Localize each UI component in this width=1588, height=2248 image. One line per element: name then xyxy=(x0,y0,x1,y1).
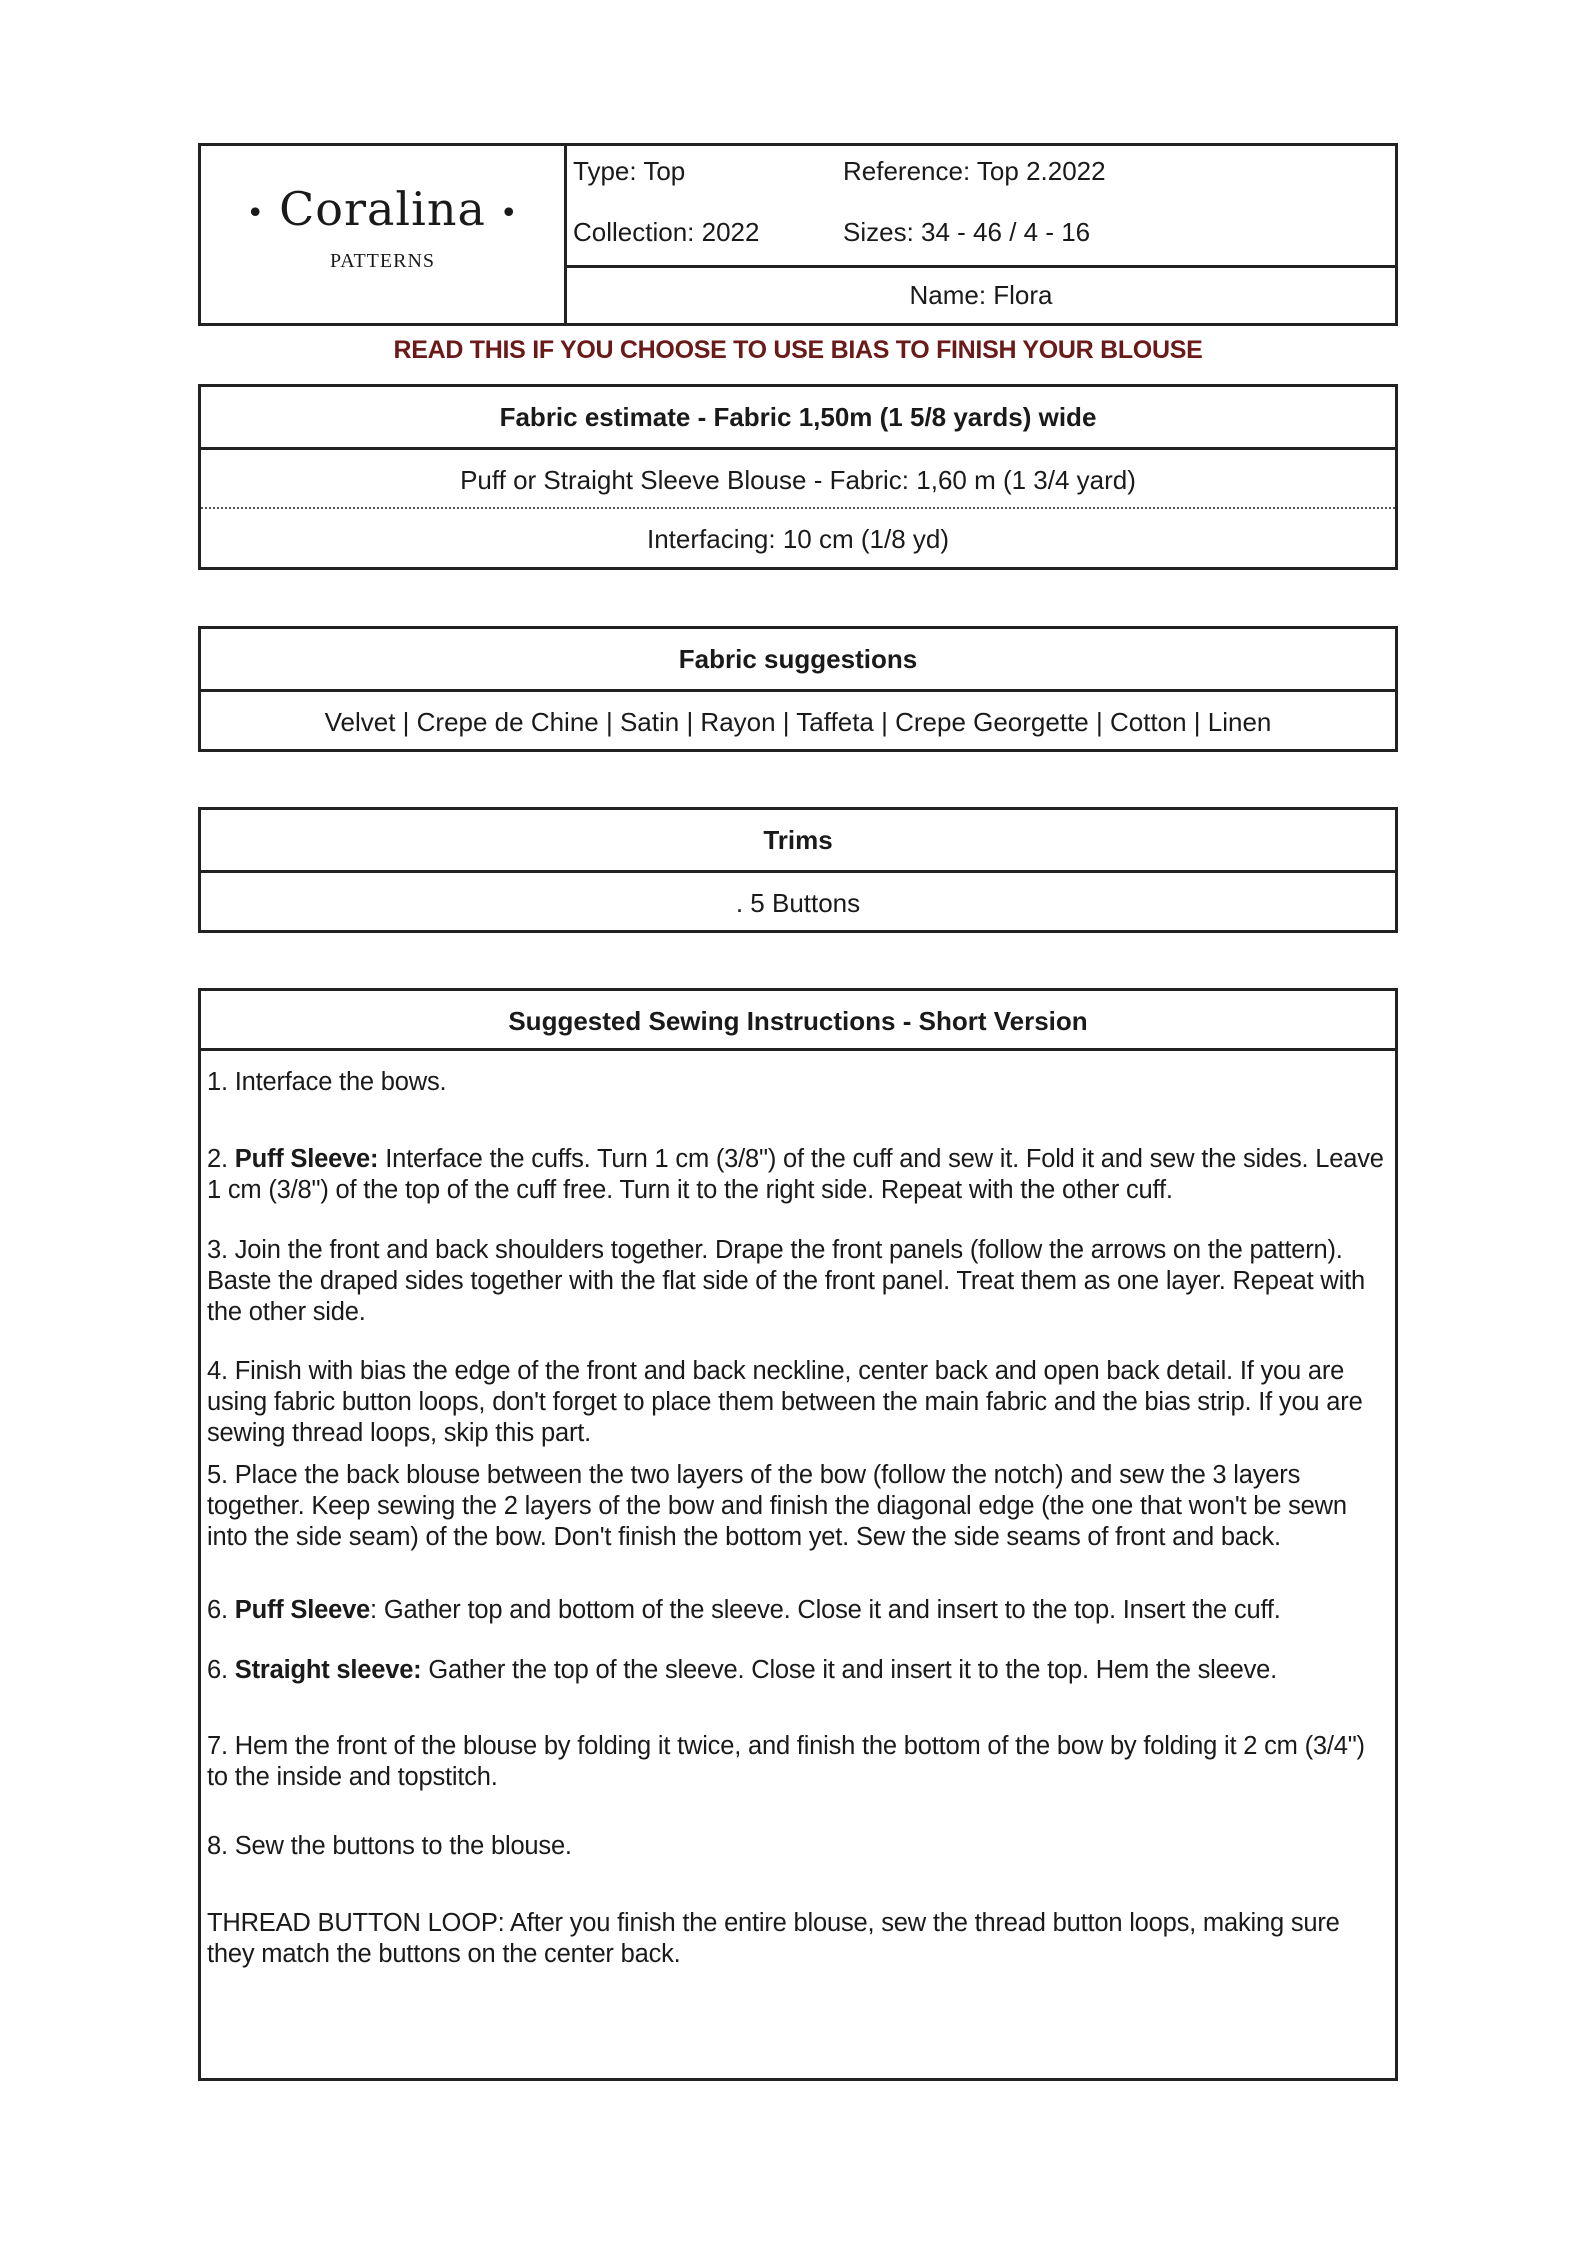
fabric-estimate-interfacing: Interfacing: 10 cm (1/8 yd) xyxy=(201,507,1395,567)
fabric-estimate-blouse: Puff or Straight Sleeve Blouse - Fabric: 1,60 m (1 3/4 yard) xyxy=(201,447,1395,507)
fabric-suggestions-title: Fabric suggestions xyxy=(678,644,918,674)
trims-item: . 5 Buttons xyxy=(201,870,1395,930)
step-6-straight xyxy=(207,1655,1385,1686)
step-4: 4. Finish with bias the edge of the front and back neckline, center back and open back detail. If you are using fabric button loops, don't forget to place them between the main fabric and the bias strip. If you are sewing thread loops, skip this part. xyxy=(207,1357,1363,1447)
brand-subtitle: PATTERNS xyxy=(329,250,436,272)
step-5: 5. Place the back blouse between the two layers of the bow (follow the notch) and sew the 3 layers together. Keep sewing the 2 layers of the bow and finish the diagonal edge (the one that won't be sewn into the side seam) of the bow. Don't finish the bottom yet. Sew the side seams of front and back. xyxy=(207,1461,1347,1551)
trims-title: Trims xyxy=(763,825,833,855)
step-1: 1. Interface the bows. xyxy=(207,1068,447,1096)
step-8: 8. Sew the buttons to the blouse. xyxy=(207,1832,572,1860)
sewing-instructions-table xyxy=(198,988,1398,2081)
reference-field: Reference: Top 2.2022 xyxy=(843,156,1106,186)
step-6a-number: 6. xyxy=(207,1596,235,1624)
sizes-field: Sizes: 34 - 46 / 4 - 16 xyxy=(843,217,1091,247)
fabric-suggestions-table xyxy=(198,626,1398,752)
step-2-text: Interface the cuffs. Turn 1 cm (3/8") of the cuff and sew it. Fold it and sew the sides. Leave 1 cm (3/8") of the top of the cuff free. Turn it to the right side. Repeat with the other cuff. xyxy=(207,1145,1384,1204)
thread-button-loop: THREAD BUTTON LOOP: After you finish the entire blouse, sew the thread button loops, making sure they match the buttons on the center back. xyxy=(207,1909,1340,1968)
bias-warning: READ THIS IF YOU CHOOSE TO USE BIAS TO FINISH YOUR BLOUSE xyxy=(393,336,1203,364)
step-6b-number: 6. xyxy=(207,1656,235,1684)
fabric-estimate-table xyxy=(198,384,1398,570)
header-table xyxy=(198,143,1398,326)
trims-table xyxy=(198,807,1398,933)
brand-name: • Coralina • xyxy=(246,182,519,236)
step-2 xyxy=(207,1144,1385,1206)
step-6a-bold: Puff Sleeve xyxy=(234,1596,371,1624)
step-2-bold: Puff Sleeve: xyxy=(234,1145,379,1173)
collection-field: Collection: 2022 xyxy=(573,217,760,247)
step-6a-text: : Gather top and bottom of the sleeve. Close it and insert to the top. Insert the cuff. xyxy=(370,1596,1281,1624)
step-6b-text: Gather the top of the sleeve. Close it and insert it to the top. Hem the sleeve. xyxy=(421,1656,1278,1684)
step-6-puff xyxy=(207,1595,1385,1626)
step-2-number: 2. xyxy=(207,1145,235,1173)
step-6b-bold: Straight sleeve: xyxy=(234,1656,422,1684)
step-7: 7. Hem the front of the blouse by folding it twice, and finish the bottom of the bow by folding it 2 cm (3/4") to the inside and topstitch. xyxy=(207,1732,1365,1791)
instructions-title: Suggested Sewing Instructions - Short Version xyxy=(201,991,1395,1051)
brand-text: Coralina xyxy=(279,182,486,236)
logo xyxy=(201,146,567,323)
fabric-estimate-title: Fabric estimate - Fabric 1,50m (1 5/8 yards) wide xyxy=(499,402,1097,432)
type-field: Type: Top xyxy=(573,156,686,186)
fabric-suggestions-list: Velvet | Crepe de Chine | Satin | Rayon | Taffeta | Crepe Georgette | Cotton | Linen xyxy=(201,689,1395,749)
name-field: Name: Flora xyxy=(909,280,1053,310)
step-3: 3. Join the front and back shoulders together. Drape the front panels (follow the arrows on the pattern). Baste the draped sides together with the flat side of the front panel. Treat them as one layer. Repeat with the other side. xyxy=(207,1236,1365,1326)
